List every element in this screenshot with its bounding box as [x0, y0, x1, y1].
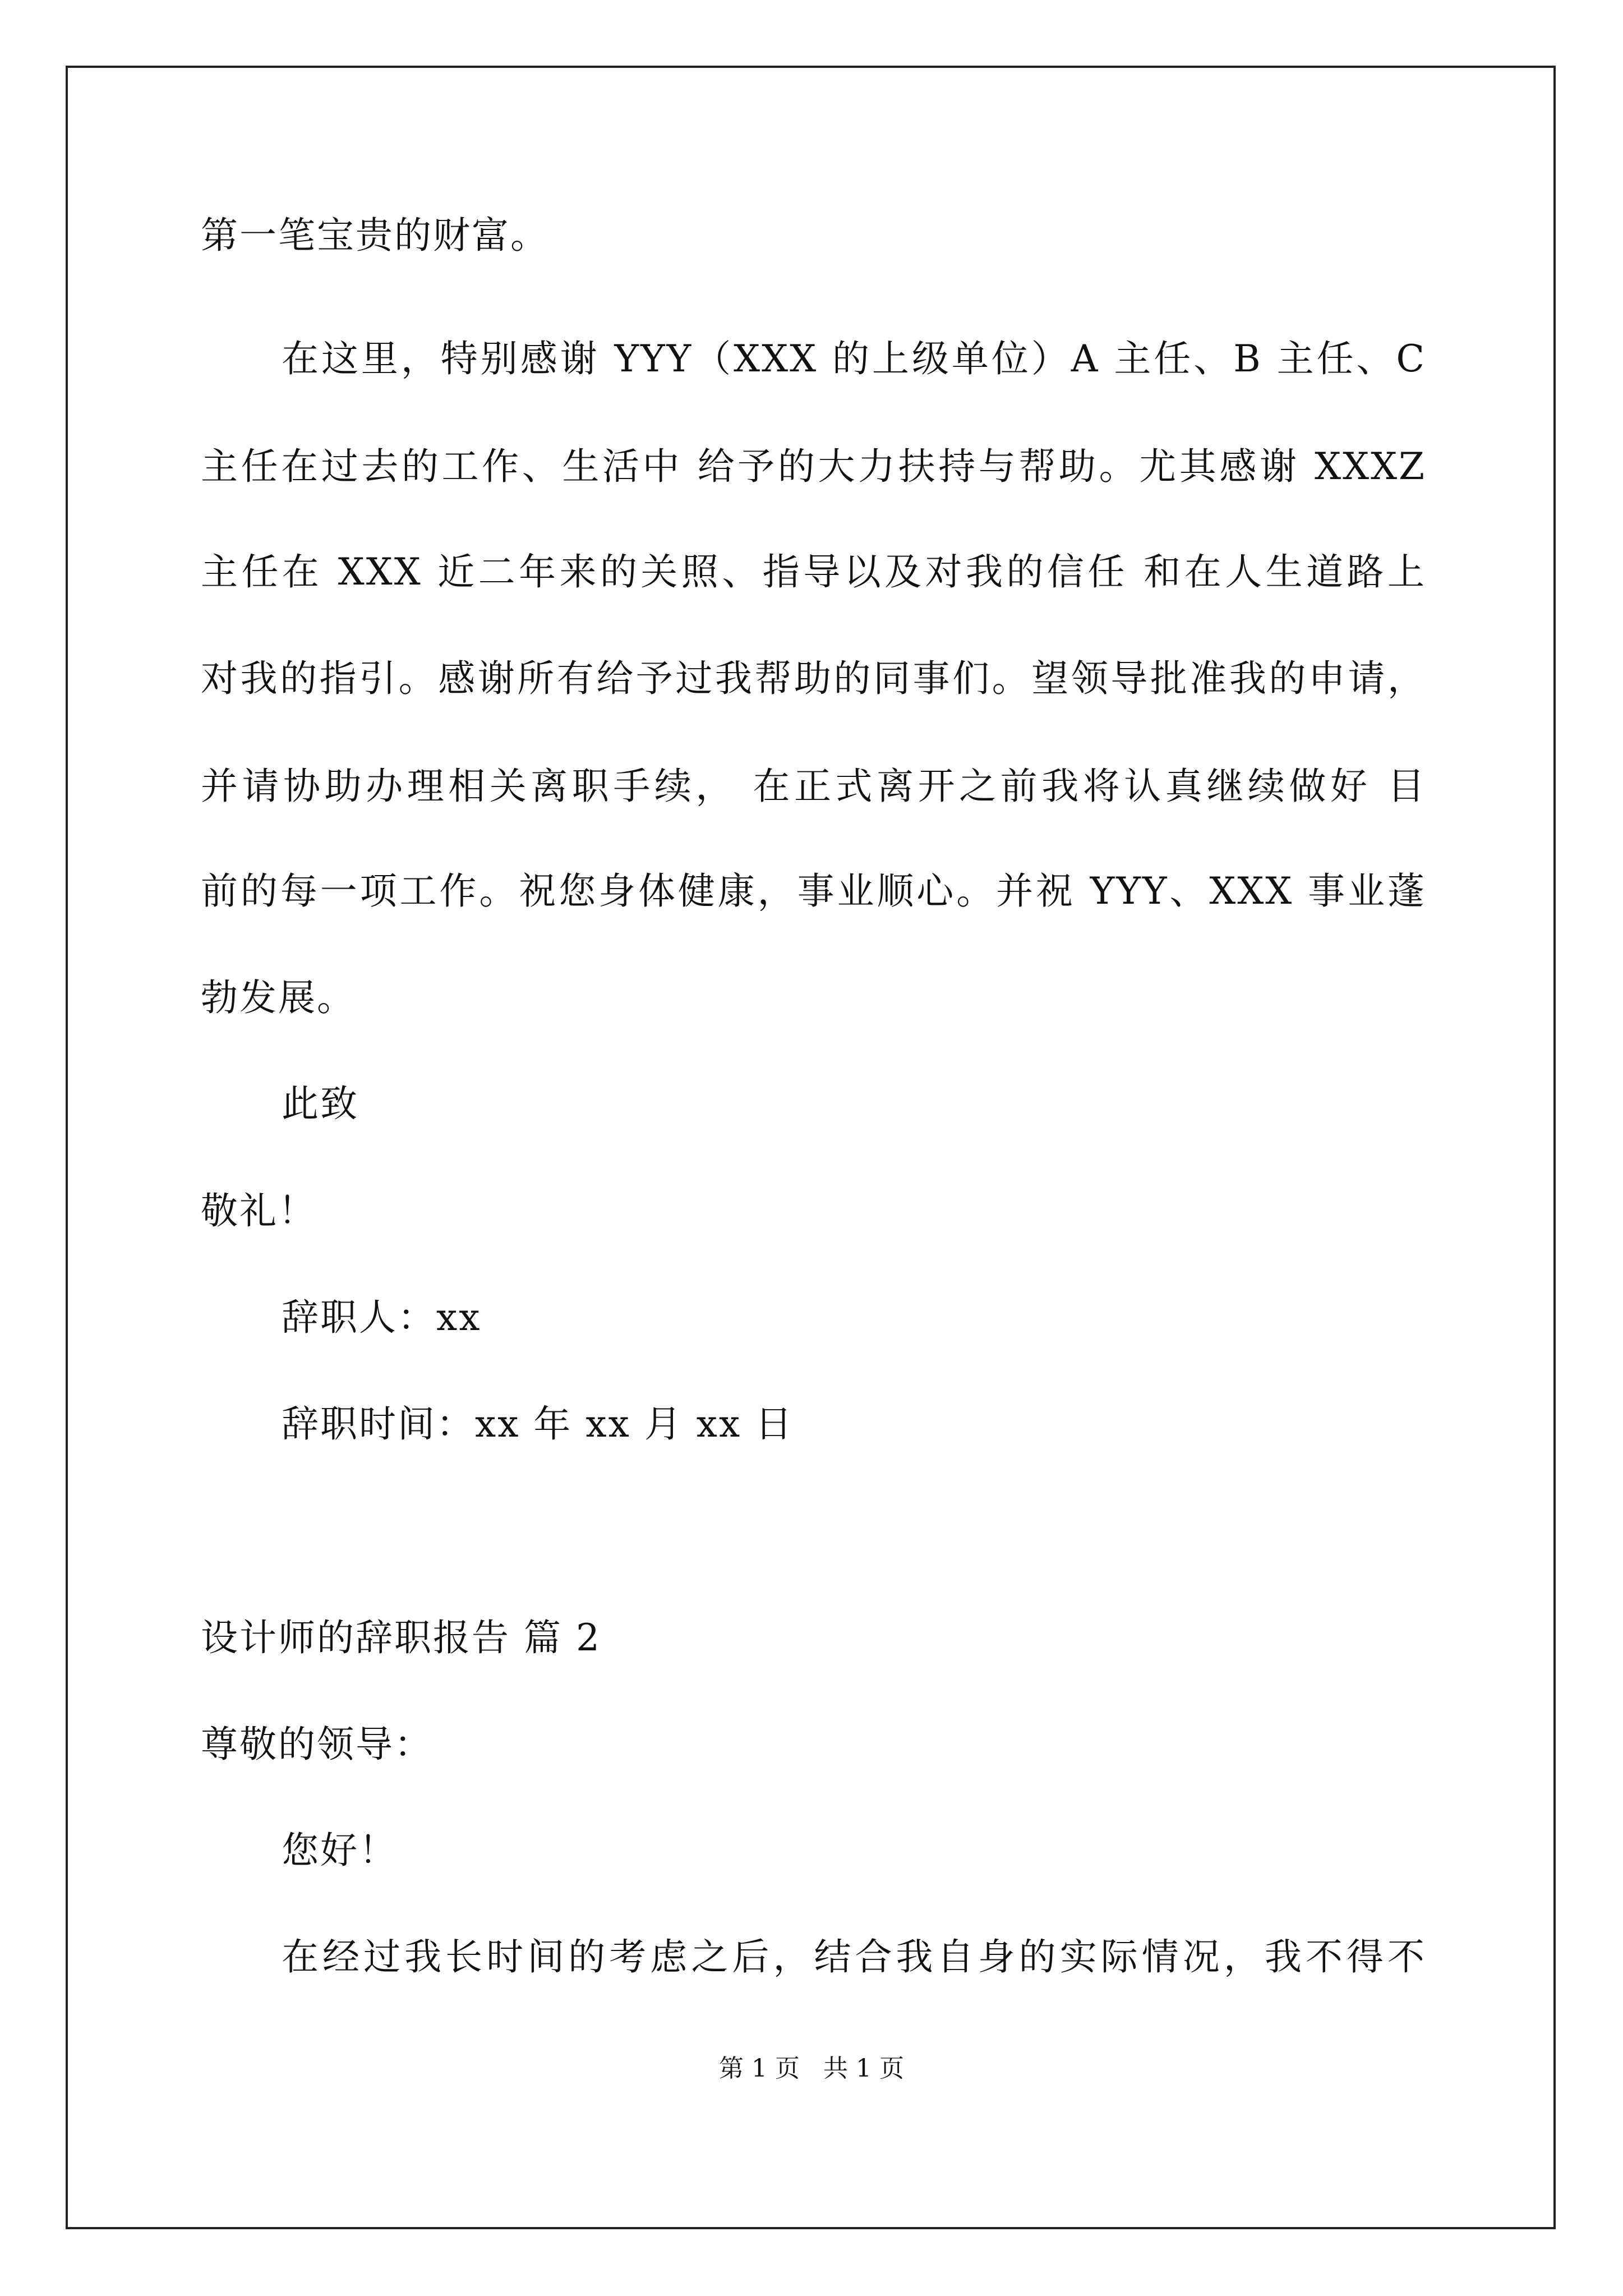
section-heading: 设计师的辞职报告 篇 2 [201, 1616, 601, 1659]
paragraph-line: 第一笔宝贵的财富。 [201, 214, 549, 257]
resignation-date: 辞职时间：xx 年 xx 月 xx 日 [282, 1402, 794, 1446]
paragraph-line: 主任在过去的工作、生活中 给予的大力扶持与帮助。尤其感谢 XXXZ [201, 445, 1426, 488]
page-border [66, 66, 1556, 2229]
closing-regards: 敬礼！ [201, 1189, 317, 1232]
paragraph-line: 前的每一项工作。祝您身体健康，事业顺心。并祝 YYY、XXX 事业蓬 [201, 869, 1426, 913]
closing-salutation: 此致 [282, 1082, 359, 1125]
paragraph-line: 在这里，特别感谢 YYY（XXX 的上级单位）A 主任、B 主任、C [282, 337, 1426, 380]
page-number: 第 1 页 共 1 页 [719, 2054, 904, 2083]
paragraph-line: 在经过我长时间的考虑之后，结合我自身的实际情况，我不得不 [282, 1935, 1426, 1978]
paragraph-line: 并请协助办理相关离职手续， 在正式离开之前我将认真继续做好 目 [201, 765, 1426, 808]
paragraph-line: 主任在 XXX 近二年来的关照、指导以及对我的信任 和在人生道路上 [201, 550, 1426, 593]
letter-greeting: 您好！ [282, 1829, 398, 1872]
resigner-name: 辞职人：xx [282, 1296, 482, 1339]
letter-recipient: 尊敬的领导： [201, 1723, 433, 1766]
paragraph-line: 对我的指引。感谢所有给予过我帮助的同事们。望领导批准我的申请， [201, 657, 1426, 700]
paragraph-line: 勃发展。 [201, 976, 356, 1019]
